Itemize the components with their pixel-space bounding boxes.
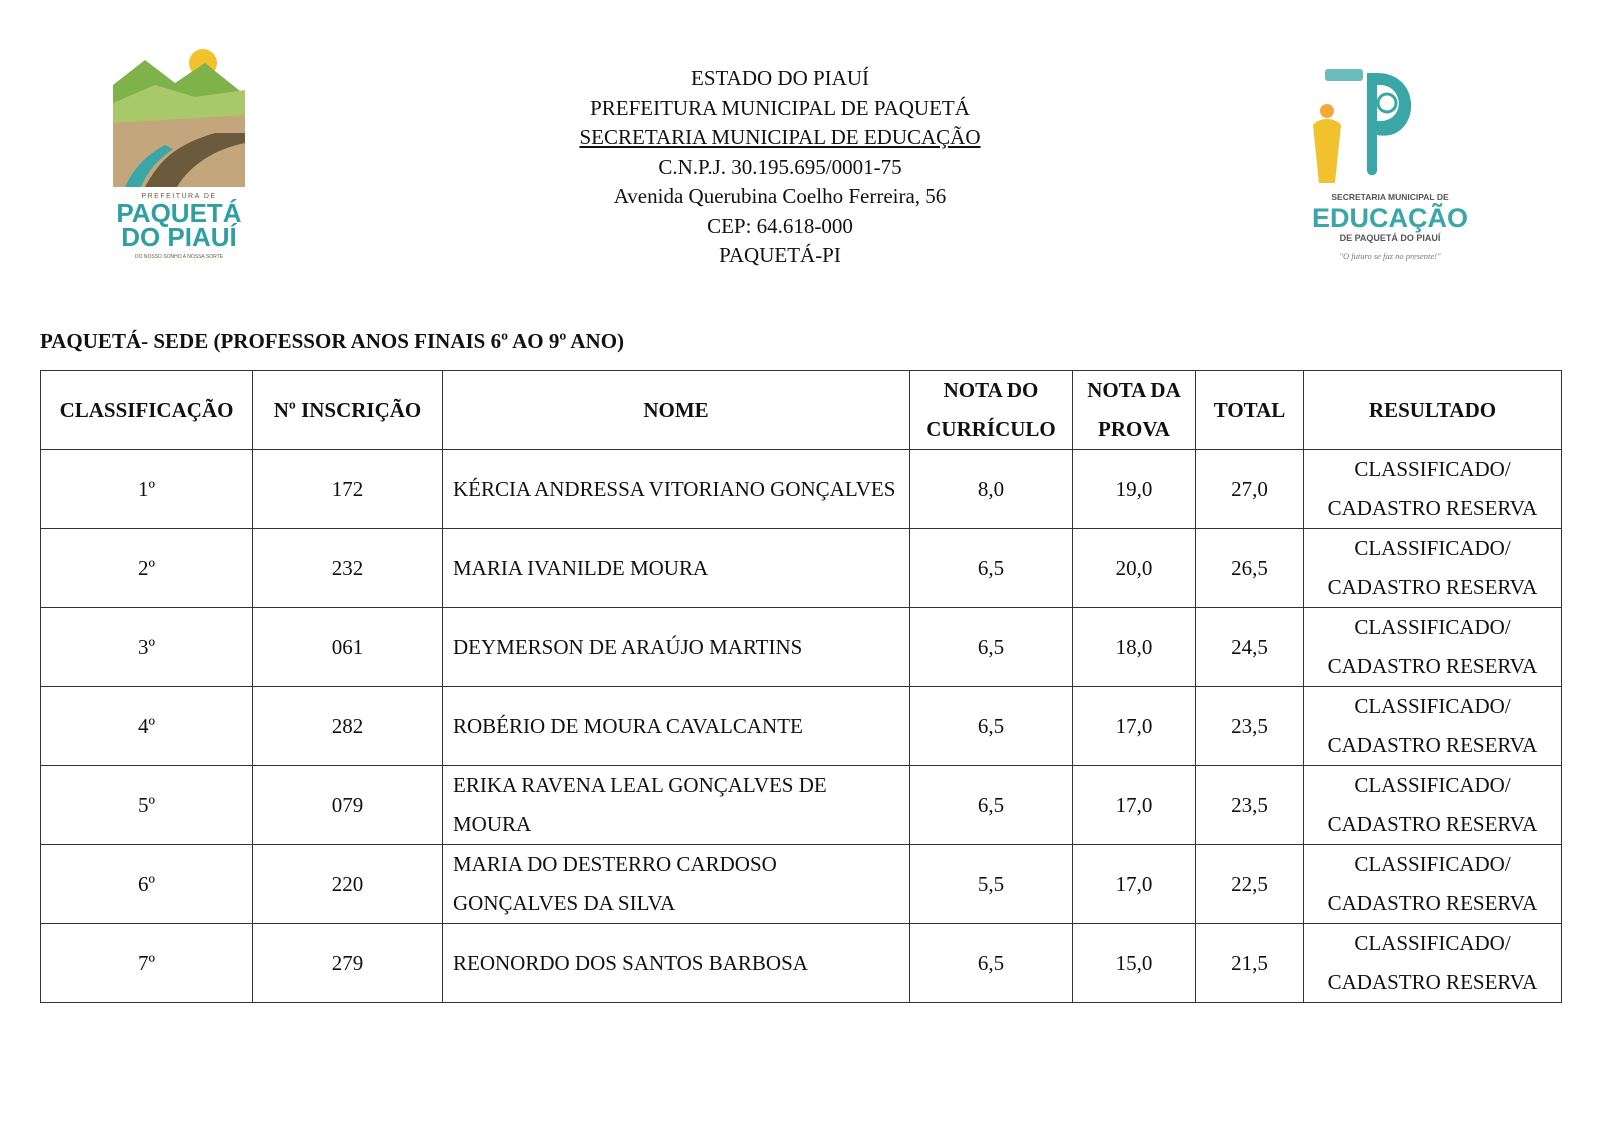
cell-prova: 15,0 <box>1073 924 1196 1003</box>
cell-total: 27,0 <box>1196 450 1304 529</box>
cell-curriculo: 5,5 <box>910 845 1073 924</box>
prefeitura-name-line1: PAQUETÁ <box>116 198 242 228</box>
table-row <box>41 845 1562 924</box>
cell-resultado <box>1304 845 1562 924</box>
secretaria-slogan: "O futuro se faz no presente!" <box>1339 251 1441 261</box>
resultado-line2: CADASTRO RESERVA <box>1327 812 1538 836</box>
cell-total: 24,5 <box>1196 608 1304 687</box>
cell-curriculo: 6,5 <box>910 766 1073 845</box>
secretaria-logo-graphic <box>1305 65 1475 275</box>
header-nota-curriculo-line2: CURRÍCULO <box>926 417 1056 441</box>
cell-inscricao: 282 <box>253 687 443 766</box>
header-total: TOTAL <box>1196 371 1304 450</box>
cell-inscricao: 232 <box>253 529 443 608</box>
resultado-line2: CADASTRO RESERVA <box>1327 891 1538 915</box>
resultado-line1: CLASSIFICADO/ <box>1354 615 1511 639</box>
cell-nome: DEYMERSON DE ARAÚJO MARTINS <box>443 608 910 687</box>
resultado-line2: CADASTRO RESERVA <box>1327 496 1538 520</box>
header-state: ESTADO DO PIAUÍ <box>691 66 869 90</box>
resultado-line2: CADASTRO RESERVA <box>1327 575 1538 599</box>
cell-resultado <box>1304 529 1562 608</box>
cell-classificacao: 5º <box>41 766 253 845</box>
header-cep: CEP: 64.618-000 <box>707 213 853 238</box>
cell-inscricao: 172 <box>253 450 443 529</box>
cell-total: 23,5 <box>1196 766 1304 845</box>
cell-curriculo: 8,0 <box>910 450 1073 529</box>
header-cnpj: C.N.P.J. 30.195.695/0001-75 <box>658 154 902 179</box>
table-row <box>41 766 1562 845</box>
header-nota-prova-line1: NOTA DA <box>1087 378 1181 402</box>
table-row <box>41 687 1562 766</box>
table-row <box>41 450 1562 529</box>
header-address: Avenida Querubina Coelho Ferreira, 56 <box>613 184 947 208</box>
cell-resultado <box>1304 924 1562 1003</box>
cell-classificacao: 4º <box>41 687 253 766</box>
cell-prova: 20,0 <box>1073 529 1196 608</box>
resultado-line2: CADASTRO RESERVA <box>1327 654 1538 678</box>
cell-total: 22,5 <box>1196 845 1304 924</box>
cell-curriculo: 6,5 <box>910 529 1073 608</box>
cell-inscricao: 061 <box>253 608 443 687</box>
cell-resultado <box>1304 608 1562 687</box>
cell-classificacao: 1º <box>41 450 253 529</box>
cell-prova: 18,0 <box>1073 608 1196 687</box>
book-shape <box>1325 69 1363 81</box>
header-prefeitura: PREFEITURA MUNICIPAL DE PAQUETÁ <box>590 95 970 120</box>
cell-classificacao: 7º <box>41 924 253 1003</box>
cell-inscricao: 220 <box>253 845 443 924</box>
resultado-line1: CLASSIFICADO/ <box>1354 536 1511 560</box>
secretaria-top-line: SECRETARIA MUNICIPAL DE <box>1331 192 1449 202</box>
results-table <box>40 370 1562 1003</box>
resultado-line1: CLASSIFICADO/ <box>1354 457 1511 481</box>
cell-prova: 17,0 <box>1073 766 1196 845</box>
header-resultado: RESULTADO <box>1304 371 1562 450</box>
cell-classificacao: 3º <box>41 608 253 687</box>
secretaria-educacao-logo <box>1305 65 1475 275</box>
cell-curriculo: 6,5 <box>910 924 1073 1003</box>
prefeitura-tagline: DO NOSSO SONHO A NOSSA SORTE <box>135 254 223 260</box>
secretaria-name: EDUCAÇÃO <box>1311 203 1469 233</box>
resultado-line1: CLASSIFICADO/ <box>1354 773 1511 797</box>
cell-prova: 19,0 <box>1073 450 1196 529</box>
prefeitura-name-line2: DO PIAUÍ <box>121 222 237 252</box>
secretaria-sub-line: DE PAQUETÁ DO PIAUÍ <box>1339 233 1441 243</box>
cell-nome: REONORDO DOS SANTOS BARBOSA <box>443 924 910 1003</box>
cell-inscricao: 079 <box>253 766 443 845</box>
resultado-line1: CLASSIFICADO/ <box>1354 852 1511 876</box>
header-classificacao: CLASSIFICAÇÃO <box>41 371 253 450</box>
table-row <box>41 529 1562 608</box>
cell-prova: 17,0 <box>1073 845 1196 924</box>
cell-classificacao: 6º <box>41 845 253 924</box>
resultado-line2: CADASTRO RESERVA <box>1327 733 1538 757</box>
cell-resultado <box>1304 766 1562 845</box>
table-row <box>41 608 1562 687</box>
header-nome: NOME <box>443 371 910 450</box>
prefeitura-logo <box>105 45 253 265</box>
cell-total: 26,5 <box>1196 529 1304 608</box>
cell-curriculo: 6,5 <box>910 687 1073 766</box>
header-inscricao: Nº INSCRIÇÃO <box>253 371 443 450</box>
prefeitura-logo-graphic <box>105 45 253 265</box>
header-nota-prova <box>1073 371 1196 450</box>
cell-curriculo: 6,5 <box>910 608 1073 687</box>
resultado-line1: CLASSIFICADO/ <box>1354 931 1511 955</box>
table-row <box>41 924 1562 1003</box>
prefeitura-top-line: PREFEITURA DE <box>141 193 217 200</box>
cell-resultado <box>1304 450 1562 529</box>
cell-resultado <box>1304 687 1562 766</box>
header-secretaria: SECRETARIA MUNICIPAL DE EDUCAÇÃO <box>579 125 981 149</box>
cell-nome: MARIA IVANILDE MOURA <box>443 529 910 608</box>
table-header-row <box>41 371 1562 450</box>
cell-prova: 17,0 <box>1073 687 1196 766</box>
header-city: PAQUETÁ-PI <box>719 243 841 267</box>
cell-nome: KÉRCIA ANDRESSA VITORIANO GONÇALVES <box>443 450 910 529</box>
document-header <box>500 64 1060 271</box>
cell-total: 23,5 <box>1196 687 1304 766</box>
cell-nome: MARIA DO DESTERRO CARDOSO GONÇALVES DA SILVA <box>443 845 910 924</box>
header-nota-prova-line2: PROVA <box>1098 417 1170 441</box>
section-title: PAQUETÁ- SEDE (PROFESSOR ANOS FINAIS 6º AO 9º ANO) <box>40 329 625 353</box>
child-head-shape <box>1320 104 1334 118</box>
resultado-line2: CADASTRO RESERVA <box>1327 970 1538 994</box>
header-nota-curriculo-line1: NOTA DO <box>943 378 1039 402</box>
cell-classificacao: 2º <box>41 529 253 608</box>
child-body-shape <box>1313 119 1341 183</box>
cell-nome: ERIKA RAVENA LEAL GONÇALVES DE MOURA <box>443 766 910 845</box>
resultado-line1: CLASSIFICADO/ <box>1354 694 1511 718</box>
header-nota-curriculo <box>910 371 1073 450</box>
cell-total: 21,5 <box>1196 924 1304 1003</box>
cell-inscricao: 279 <box>253 924 443 1003</box>
cell-nome: ROBÉRIO DE MOURA CAVALCANTE <box>443 687 910 766</box>
